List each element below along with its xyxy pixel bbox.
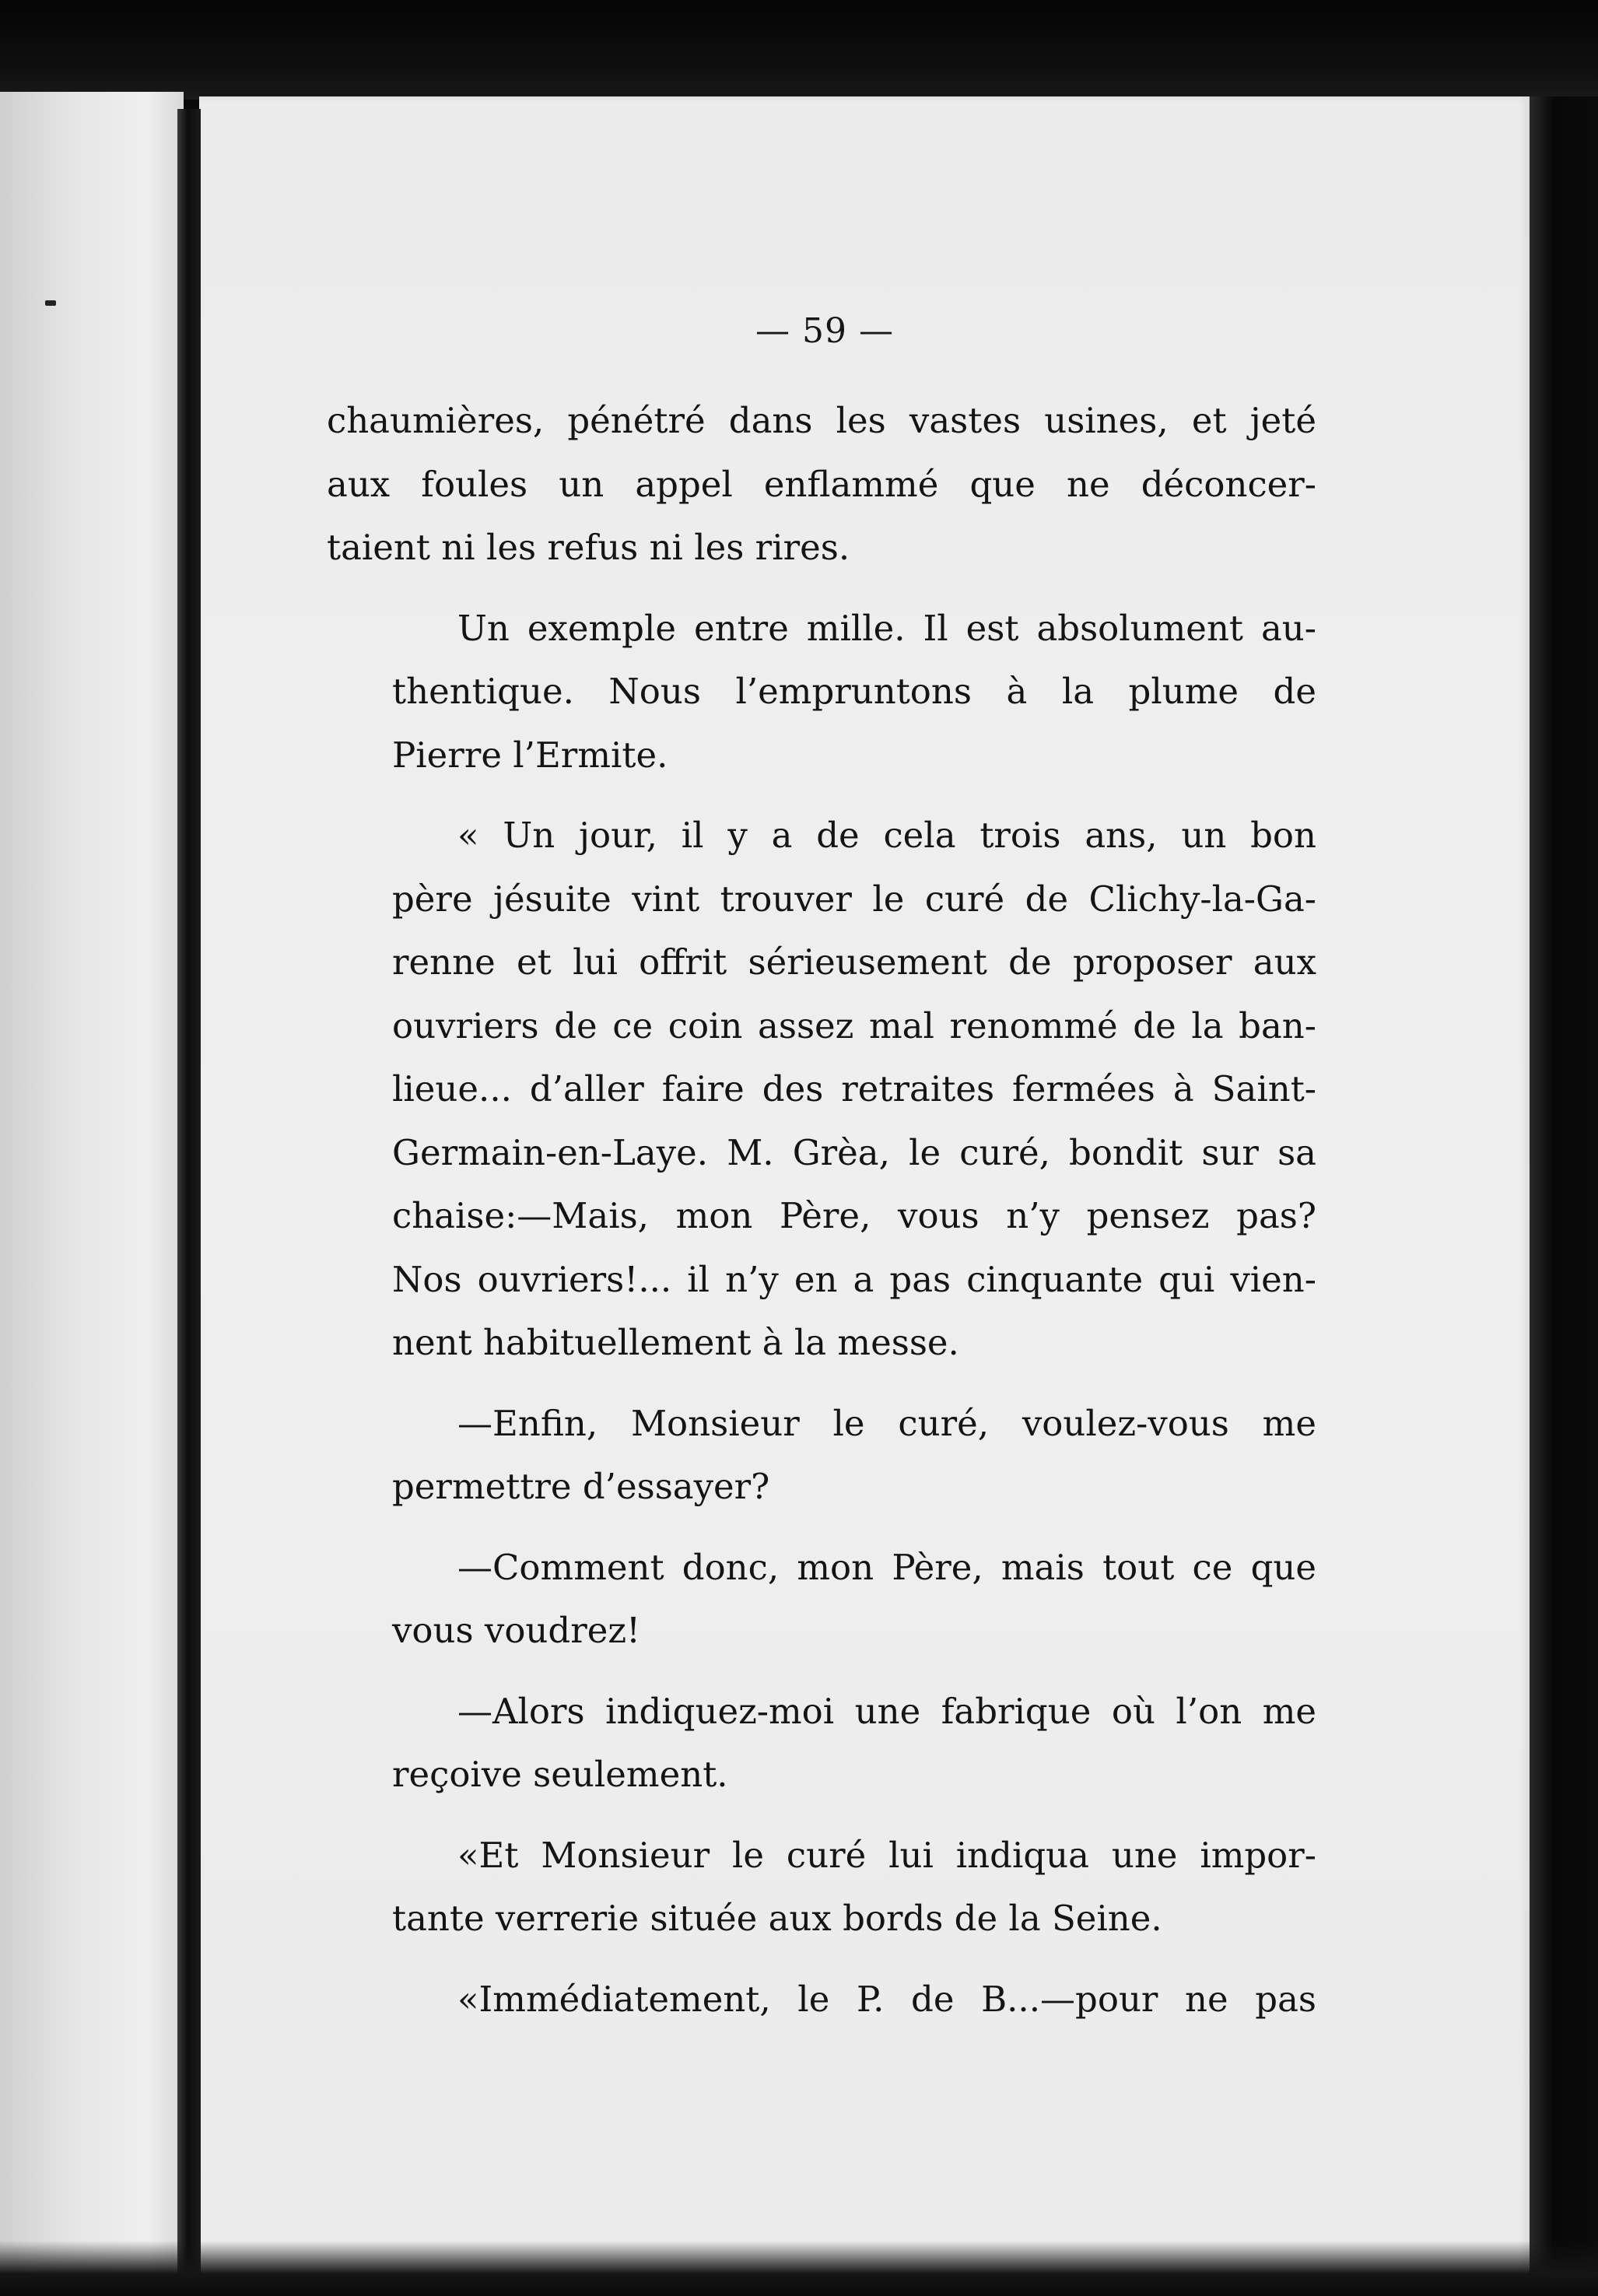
text-line: père jésuite vint trouver le curé de Clichy-la-Ga- <box>392 878 1316 920</box>
text-line: reçoive seulement. <box>392 1754 728 1795</box>
text-line: Un exemple entre mille. Il est absolument au- <box>457 607 1316 649</box>
binding-gutter <box>177 109 201 2296</box>
text-line: Germain-en-Laye. M. Grèa, le curé, bondit sur sa <box>392 1131 1316 1173</box>
text-line: thentique. Nous l’empruntons à la plume de <box>392 671 1316 712</box>
text-line: —Alors indiquez-moi une fabrique où l’on me <box>457 1690 1316 1732</box>
text-line: Nos ouvriers!... il n’y en a pas cinquante qui vien- <box>392 1258 1316 1300</box>
scan-right-edge <box>1530 96 1598 2296</box>
facing-page-edge <box>0 92 184 2296</box>
text-line: tante verrerie située aux bords de la Seine. <box>392 1898 1162 1939</box>
text-line: —Enfin, Monsieur le curé, voulez-vous me <box>457 1402 1316 1444</box>
text-line: nent habituellement à la messe. <box>392 1322 959 1363</box>
paragraph <box>327 1824 1316 1951</box>
text-line: chaumières, pénétré dans les vastes usines, et jeté <box>327 400 1316 441</box>
text-line: lieue... d’aller faire des retraites fermées à Saint- <box>392 1068 1316 1109</box>
paragraph <box>327 1392 1316 1519</box>
paragraph <box>327 389 1316 580</box>
text-line: permettre d’essayer? <box>392 1466 770 1507</box>
text-line: vous voudrez! <box>392 1610 641 1651</box>
scan-top-edge <box>0 0 1598 100</box>
paragraph <box>327 1536 1316 1663</box>
paragraph <box>327 597 1316 787</box>
text-line: «Et Monsieur le curé lui indiqua une impor- <box>457 1834 1316 1876</box>
text-line: «Immédiatement, le P. de B...—pour ne pas <box>457 1978 1316 2020</box>
paragraph <box>327 1968 1316 2031</box>
scan-bottom-edge <box>0 2241 1598 2296</box>
text-line: chaise:—Mais, mon Père, vous n’y pensez pas? <box>392 1195 1316 1236</box>
page-number: — 59 — <box>755 311 894 351</box>
text-line: aux foules un appel enflammé que ne déconcer- <box>327 463 1316 505</box>
text-line: —Comment donc, mon Père, mais tout ce que <box>457 1546 1316 1588</box>
facing-page-mark <box>45 300 56 306</box>
text-line: renne et lui offrit sérieusement de proposer aux <box>392 941 1316 983</box>
body-text <box>327 389 1316 2048</box>
paragraph <box>327 804 1316 1375</box>
text-line: « Un jour, il y a de cela trois ans, un bon <box>457 815 1316 856</box>
text-line: ouvriers de ce coin assez mal renommé de la ban- <box>392 1004 1316 1046</box>
paragraph <box>327 1680 1316 1807</box>
text-line: taient ni les refus ni les rires. <box>327 527 850 568</box>
text-line: Pierre l’Ermite. <box>392 734 668 776</box>
